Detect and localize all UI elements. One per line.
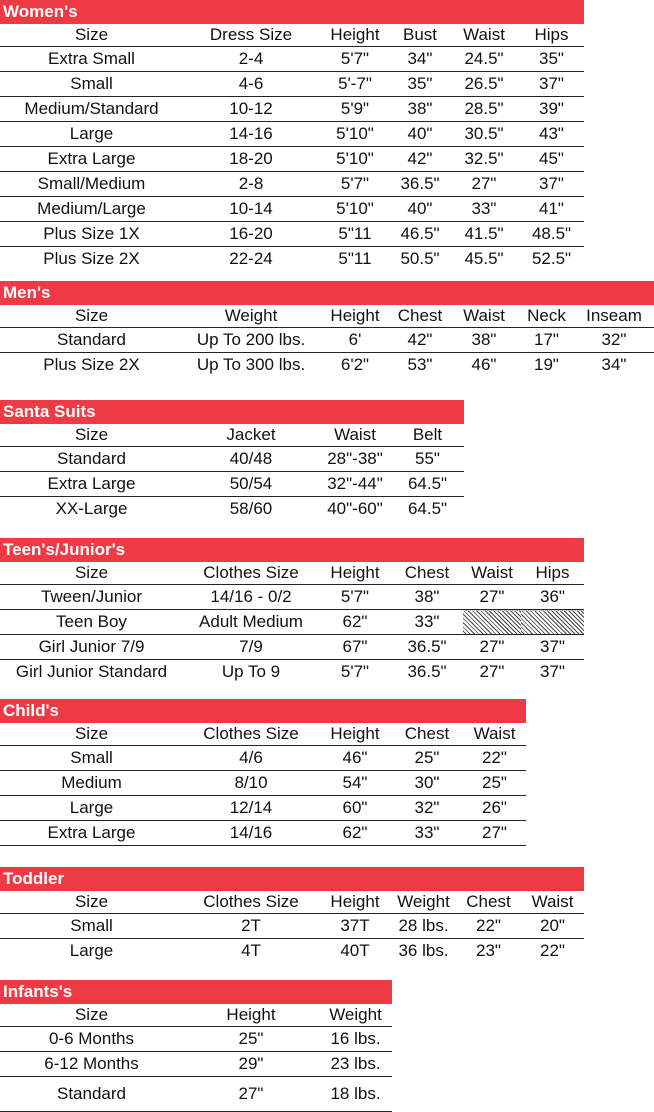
table-cell: 26.5" — [449, 72, 519, 97]
table-cell: 41" — [519, 197, 584, 222]
table-cell: 5'9" — [319, 97, 391, 122]
table-cell: 36.5" — [391, 635, 463, 660]
table-row — [0, 1077, 392, 1112]
table-cell: Girl Junior 7/9 — [0, 635, 183, 660]
table-header-row — [0, 24, 584, 47]
table-cell: 27" — [479, 662, 505, 681]
table-cell: 23" — [476, 941, 501, 960]
table-cell: Medium — [0, 771, 183, 796]
table-cell: 14-16 — [183, 122, 319, 147]
column-header: Height — [319, 24, 391, 47]
table-cell: 5'7" — [319, 172, 391, 197]
womens-table — [0, 24, 584, 271]
table-cell: 42" — [391, 147, 449, 172]
table-cell: 4-6 — [183, 72, 319, 97]
column-header: Clothes Size — [183, 723, 319, 746]
santa-suits-table — [0, 424, 464, 521]
hatched-empty-cell — [521, 610, 584, 635]
table-row — [0, 610, 584, 635]
table-row — [0, 1027, 392, 1052]
column-header: Size — [0, 723, 183, 746]
table-cell: 10-12 — [183, 97, 319, 122]
table-cell: 35" — [391, 72, 449, 97]
table-cell: Medium/Standard — [0, 97, 183, 122]
infants-section — [0, 980, 392, 1112]
column-header: Height — [319, 723, 391, 746]
table-cell: Small — [0, 746, 183, 771]
column-header: Waist — [463, 723, 526, 746]
table-cell: 34" — [601, 355, 627, 374]
table-header-row — [0, 305, 654, 328]
teens-juniors-section — [0, 538, 584, 684]
table-cell: 29" — [183, 1052, 319, 1077]
table-cell: 30.5" — [449, 122, 519, 147]
table-cell: 36 lbs. — [398, 941, 449, 960]
column-header: Height — [319, 562, 391, 585]
column-header: Weight — [183, 305, 319, 328]
table-cell: 32" — [574, 328, 654, 353]
table-cell: Up To 300 lbs. — [196, 355, 306, 374]
table-cell: 58/60 — [229, 499, 273, 518]
table-cell: 28 lbs. — [391, 914, 456, 939]
table-cell: 45" — [519, 147, 584, 172]
table-header-row — [0, 562, 584, 585]
table-cell: 6-12 Months — [0, 1052, 183, 1077]
table-row — [0, 660, 584, 685]
table-cell: 38" — [449, 328, 519, 353]
toddler-table — [0, 891, 584, 963]
table-cell: 46" — [471, 355, 497, 374]
table-cell: 25" — [183, 1027, 319, 1052]
table-cell: 5"11 — [338, 249, 372, 268]
santa-suits-section — [0, 400, 464, 521]
table-cell: 45.5" — [464, 249, 504, 268]
table-cell: Small — [0, 72, 183, 97]
table-cell: 27" — [463, 635, 521, 660]
column-header: Chest — [456, 891, 521, 914]
table-row — [0, 914, 584, 939]
table-cell: Large — [0, 122, 183, 147]
table-cell: 10-14 — [183, 197, 319, 222]
column-header: Weight — [391, 891, 456, 914]
womens-section — [0, 0, 584, 271]
table-row — [0, 353, 654, 378]
table-cell: 46.5" — [391, 222, 449, 247]
column-header: Size — [0, 24, 183, 47]
table-cell: 8/10 — [183, 771, 319, 796]
column-header: Clothes Size — [183, 891, 319, 914]
column-header: Waist — [449, 305, 519, 328]
table-cell: 6'2" — [340, 355, 370, 374]
column-header: Clothes Size — [183, 562, 319, 585]
table-cell: 40" — [391, 122, 449, 147]
toddler-header: Toddler — [0, 867, 584, 891]
table-cell: Large — [69, 941, 114, 960]
table-cell: 37" — [519, 172, 584, 197]
column-header: Chest — [391, 723, 463, 746]
table-cell: 0-6 Months — [0, 1027, 183, 1052]
table-row — [0, 472, 464, 497]
teens-juniors-table — [0, 562, 584, 684]
column-header: Size — [0, 1004, 183, 1027]
table-header-row — [0, 1004, 392, 1027]
table-cell: Extra Large — [0, 821, 183, 846]
table-row — [0, 497, 464, 522]
column-header: Height — [319, 305, 391, 328]
table-cell: Adult Medium — [183, 610, 319, 635]
table-cell: 36.5" — [391, 172, 449, 197]
table-cell: 64.5" — [407, 499, 448, 518]
column-header: Waist — [463, 562, 521, 585]
column-header: Neck — [519, 305, 574, 328]
column-header: Belt — [391, 424, 464, 447]
column-header: Weight — [319, 1004, 392, 1027]
table-cell: Up To 9 — [221, 662, 281, 681]
table-header-row — [0, 723, 526, 746]
column-header: Size — [0, 891, 183, 914]
table-cell: 5'10" — [319, 147, 391, 172]
childs-section — [0, 699, 526, 846]
table-cell: 4/6 — [183, 746, 319, 771]
column-header: Hips — [519, 24, 584, 47]
table-cell: Plus Size 2X — [43, 249, 140, 268]
table-row — [0, 796, 526, 821]
table-row — [0, 97, 584, 122]
table-cell: 2-8 — [183, 172, 319, 197]
table-cell: 27" — [449, 172, 519, 197]
table-cell: 37" — [521, 635, 584, 660]
table-cell: 40T — [340, 941, 370, 960]
column-header: Waist — [521, 891, 584, 914]
column-header: Inseam — [574, 305, 654, 328]
table-cell: 6' — [319, 328, 391, 353]
table-cell: 42" — [391, 328, 449, 353]
table-cell: 27" — [463, 821, 526, 846]
table-cell: Extra Large — [0, 472, 183, 497]
table-cell: 62" — [319, 610, 391, 635]
toddler-section — [0, 867, 584, 963]
table-cell: 37" — [540, 662, 565, 681]
table-cell: 7/9 — [183, 635, 319, 660]
table-cell: 43" — [519, 122, 584, 147]
table-cell: 16 lbs. — [319, 1027, 392, 1052]
table-cell: 25" — [391, 746, 463, 771]
table-cell: 16-20 — [183, 222, 319, 247]
table-cell: 5'10" — [319, 122, 391, 147]
table-cell: Medium/Large — [0, 197, 183, 222]
table-cell: 53" — [407, 355, 433, 374]
table-cell: 22-24 — [229, 249, 273, 268]
womens-header: Women's — [0, 0, 584, 24]
table-cell: 5'7" — [319, 585, 391, 610]
table-cell: 27" — [183, 1077, 319, 1112]
teens-juniors-header: Teen's/Junior's — [0, 538, 584, 562]
table-cell: 40/48 — [183, 447, 319, 472]
mens-header: Men's — [0, 281, 654, 305]
table-cell: 33" — [391, 821, 463, 846]
column-header: Jacket — [183, 424, 319, 447]
table-cell: Girl Junior Standard — [15, 662, 168, 681]
table-header-row — [0, 424, 464, 447]
table-cell: Plus Size 2X — [43, 355, 140, 374]
table-cell: 5'7" — [340, 662, 370, 681]
table-cell: 17" — [519, 328, 574, 353]
table-header-row — [0, 891, 584, 914]
table-cell: Small/Medium — [0, 172, 183, 197]
table-cell: 14/16 - 0/2 — [183, 585, 319, 610]
table-cell: 28"-38" — [319, 447, 391, 472]
table-row — [0, 585, 584, 610]
table-cell: 22" — [456, 914, 521, 939]
column-header: Bust — [391, 24, 449, 47]
table-row — [0, 47, 584, 72]
table-cell: Up To 200 lbs. — [183, 328, 319, 353]
table-cell: Plus Size 1X — [0, 222, 183, 247]
table-cell: 55" — [391, 447, 464, 472]
table-cell: 24.5" — [449, 47, 519, 72]
table-cell: 27" — [463, 585, 521, 610]
table-cell: 19" — [534, 355, 559, 374]
table-cell: 64.5" — [391, 472, 464, 497]
table-cell: 18 lbs. — [319, 1077, 392, 1112]
table-cell: 54" — [319, 771, 391, 796]
table-cell: 33" — [391, 610, 463, 635]
santa-suits-header: Santa Suits — [0, 400, 464, 424]
table-row — [0, 147, 584, 172]
table-cell: Extra Small — [0, 47, 183, 72]
table-cell: 33" — [449, 197, 519, 222]
table-row — [0, 1052, 392, 1077]
table-cell: Standard — [0, 1077, 183, 1112]
infants-table — [0, 1004, 392, 1112]
table-cell: 38" — [391, 97, 449, 122]
table-cell: 32"-44" — [319, 472, 391, 497]
table-cell: 67" — [319, 635, 391, 660]
table-cell: 35" — [519, 47, 584, 72]
table-cell: 22" — [463, 746, 526, 771]
table-cell: Standard — [0, 447, 183, 472]
table-cell: 41.5" — [449, 222, 519, 247]
table-cell: 30" — [391, 771, 463, 796]
table-cell: Tween/Junior — [0, 585, 183, 610]
table-cell: 39" — [519, 97, 584, 122]
table-row — [0, 172, 584, 197]
table-cell: 18-20 — [183, 147, 319, 172]
table-row — [0, 197, 584, 222]
table-cell: 14/16 — [183, 821, 319, 846]
mens-table — [0, 305, 654, 377]
childs-header: Child's — [0, 699, 526, 723]
table-cell: 37" — [519, 72, 584, 97]
table-cell: Large — [0, 796, 183, 821]
table-cell: XX-Large — [55, 499, 128, 518]
table-cell: 5"11 — [319, 222, 391, 247]
table-cell: 26" — [463, 796, 526, 821]
table-cell: 62" — [319, 821, 391, 846]
column-header: Hips — [521, 562, 584, 585]
table-cell: 20" — [521, 914, 584, 939]
table-cell: 40" — [391, 197, 449, 222]
table-cell: 32" — [391, 796, 463, 821]
hatched-empty-cell — [463, 610, 521, 635]
table-cell: 5'7" — [319, 47, 391, 72]
infants-header: Infants's — [0, 980, 392, 1004]
table-cell: 22" — [540, 941, 565, 960]
table-cell: 40"-60" — [327, 499, 383, 518]
table-cell: 36.5" — [407, 662, 447, 681]
table-cell: Teen Boy — [0, 610, 183, 635]
table-cell: 50/54 — [183, 472, 319, 497]
table-row — [0, 771, 526, 796]
table-row — [0, 328, 654, 353]
table-row — [0, 746, 526, 771]
table-cell: 38" — [391, 585, 463, 610]
column-header: Chest — [391, 562, 463, 585]
column-header: Dress Size — [183, 24, 319, 47]
column-header: Waist — [449, 24, 519, 47]
column-header: Size — [0, 562, 183, 585]
table-row — [0, 939, 584, 964]
table-row — [0, 72, 584, 97]
column-header: Size — [0, 305, 183, 328]
table-cell: 48.5" — [519, 222, 584, 247]
table-cell: 28.5" — [449, 97, 519, 122]
childs-table — [0, 723, 526, 846]
table-cell: 34" — [391, 47, 449, 72]
table-row — [0, 447, 464, 472]
mens-section — [0, 281, 654, 377]
table-cell: 25" — [463, 771, 526, 796]
table-row — [0, 821, 526, 846]
column-header: Height — [183, 1004, 319, 1027]
table-cell: Standard — [0, 328, 183, 353]
table-cell: Extra Large — [0, 147, 183, 172]
column-header: Waist — [319, 424, 391, 447]
column-header: Height — [319, 891, 391, 914]
table-cell: 23 lbs. — [319, 1052, 392, 1077]
table-cell: 12/14 — [183, 796, 319, 821]
table-cell: 50.5" — [400, 249, 440, 268]
column-header: Size — [0, 424, 183, 447]
table-cell: 52.5" — [531, 249, 572, 268]
table-cell: Small — [0, 914, 183, 939]
table-cell: 5'10" — [319, 197, 391, 222]
table-cell: 36" — [521, 585, 584, 610]
table-cell: 37T — [319, 914, 391, 939]
table-cell: 46" — [319, 746, 391, 771]
table-cell: 4T — [241, 941, 261, 960]
table-row — [0, 247, 584, 272]
column-header: Chest — [391, 305, 449, 328]
table-cell: 32.5" — [449, 147, 519, 172]
table-row — [0, 122, 584, 147]
table-row — [0, 635, 584, 660]
table-cell: 60" — [319, 796, 391, 821]
table-cell: 2-4 — [183, 47, 319, 72]
table-cell: 5'-7" — [319, 72, 391, 97]
table-row — [0, 222, 584, 247]
table-cell: 2T — [183, 914, 319, 939]
